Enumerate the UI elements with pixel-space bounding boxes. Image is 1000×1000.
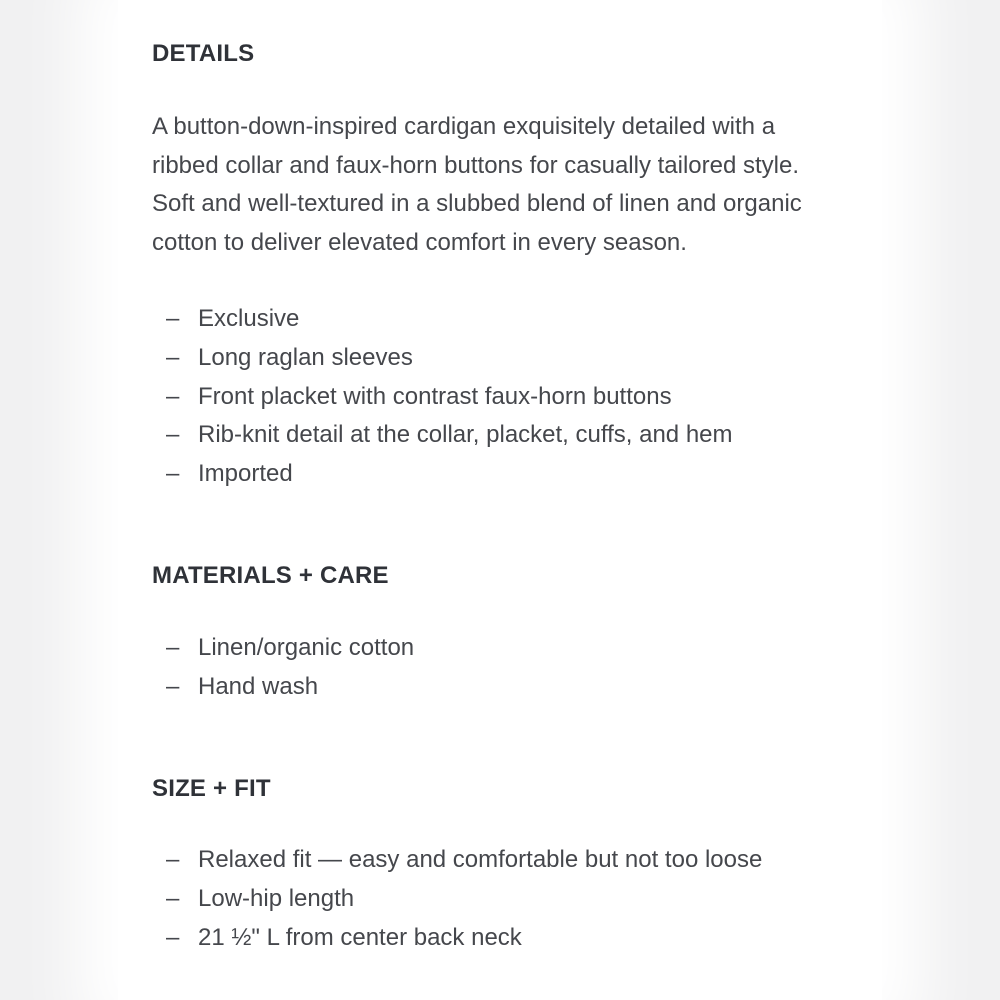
dash-bullet: – [166,460,180,488]
dash-bullet: – [166,344,180,372]
size-fit-list [166,841,762,957]
description-line: cotton to deliver elevated comfort in every season. [152,229,687,257]
materials-care-list [166,629,414,706]
materials-care-heading: MATERIALS + CARE [152,562,389,589]
list-item [166,377,733,416]
list-item-text: Rib-knit detail at the collar, placket, cuffs, and hem [198,421,733,449]
dash-bullet: – [166,382,180,410]
list-item-text: Exclusive [198,305,300,333]
list-item [166,339,733,378]
description-line: ribbed collar and faux-horn buttons for casually tailored style. [152,151,800,179]
list-item [166,416,733,455]
details-heading: DETAILS [152,40,255,67]
dash-bullet: – [166,421,180,449]
list-item-text: Front placket with contrast faux-horn buttons [198,382,672,410]
list-item [166,455,733,494]
dash-bullet: – [166,634,180,662]
list-item-text: Linen/organic cotton [198,634,415,662]
list-item [166,300,733,339]
dash-bullet: – [166,923,180,951]
list-item-text: Imported [198,460,293,488]
dash-bullet: – [166,885,180,913]
details-list [166,300,733,493]
description-line: A button-down-inspired cardigan exquisitely detailed with a [152,113,776,140]
dash-bullet: – [166,305,180,333]
list-item [166,918,762,957]
list-item [166,629,414,668]
list-item [166,880,762,919]
list-item [166,668,414,707]
size-fit-heading: SIZE + FIT [152,775,271,802]
list-item-text: Long raglan sleeves [198,344,413,372]
list-item-text: Hand wash [198,673,319,701]
dash-bullet: – [166,846,180,874]
dash-bullet: – [166,673,180,701]
list-item [166,841,762,880]
list-item-text: 21 ½" L from center back neck [198,923,522,951]
list-item-text: Relaxed fit — easy and comfortable but not too loose [198,846,763,874]
details-description [152,108,852,263]
description-line: Soft and well-textured in a slubbed blend of linen and organic [152,190,802,218]
list-item-text: Low-hip length [198,885,355,913]
